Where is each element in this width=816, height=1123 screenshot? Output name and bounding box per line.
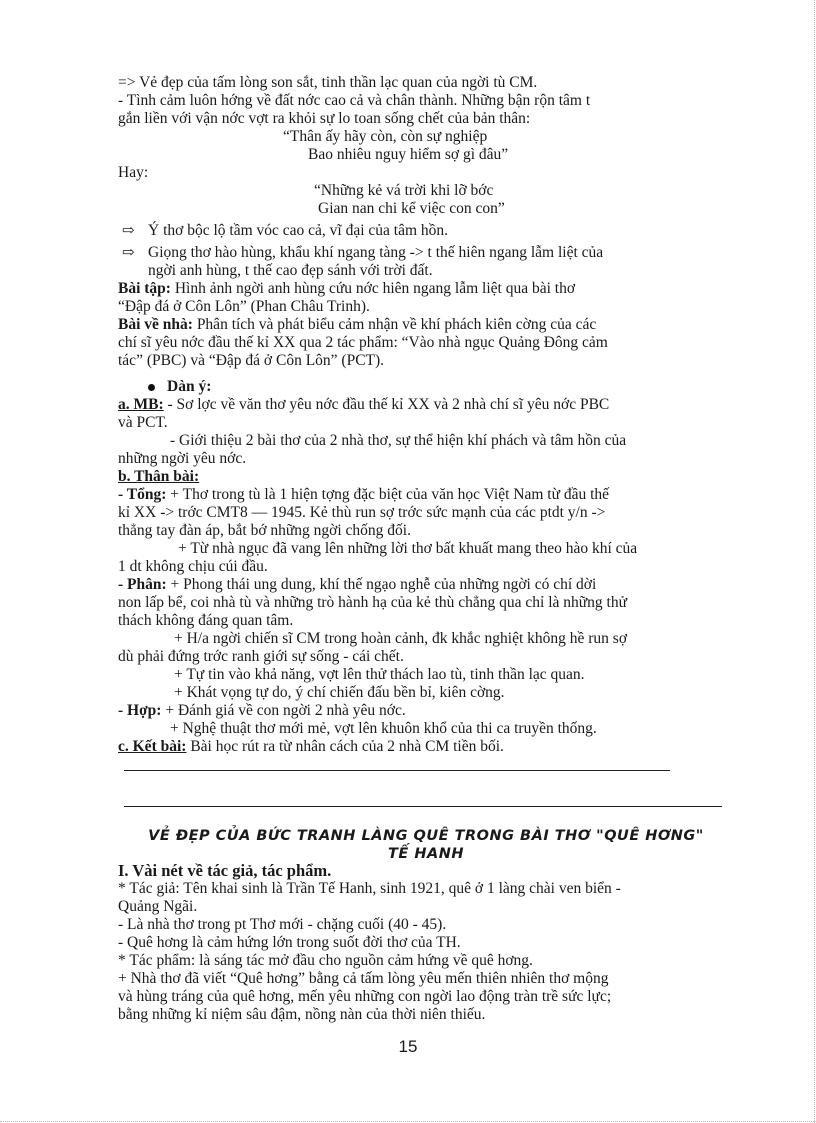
text-line: c. Kết bài: Bài học rút ra từ nhân cách của 2 nhà CM tiền bối. [118, 738, 504, 755]
text-line: - Tình cảm luôn hớng về đất nớc cao cả và chân thành. Những bận rộn tâm t [118, 92, 591, 109]
text-line: b. Thân bài: [118, 468, 200, 485]
text-line: chí sĩ yêu nớc đầu thế kỉ XX qua 2 tác phẩm: “Vào nhà ngục Quảng Đông cảm [118, 334, 608, 351]
text-line: + Tự tin vào khả năng, vợt lên thử thách lao tù, tinh thần lạc quan. [174, 666, 585, 683]
page-body [118, 74, 734, 756]
text-line: dù phải đứng trớc ranh giới sự sống - cái chết. [118, 648, 404, 665]
text-line: - Là nhà thơ trong pt Thơ mới - chặng cuối (40 - 45). [118, 916, 447, 933]
poem-line: Bao nhiêu nguy hiểm sợ gì đâu” [308, 146, 509, 163]
section-title-author: TẾ HANH [388, 846, 464, 862]
section-heading: I. Vài nét về tác giả, tác phẩm. [118, 861, 332, 880]
text-line: thẳng tay đàn áp, bắt bớ những ngời chống đối. [118, 522, 411, 539]
divider [124, 770, 670, 771]
page-edge [814, 0, 815, 1123]
text-line: Bài tập: Hình ảnh ngời anh hùng cứu nớc hiên ngang lẫm liệt qua bài thơ [118, 280, 576, 297]
text-line: và PCT. [118, 414, 168, 431]
arrow-icon: ⇨ [122, 245, 135, 261]
arrow-icon: ⇨ [122, 223, 135, 239]
text-line: * Tác phẩm: là sáng tác mở đầu cho nguồn cảm hứng về quê hơng. [118, 952, 533, 969]
text-line: gắn liền với vận nớc vợt ra khỏi sự lo toan sống chết của bản thân: [118, 110, 531, 127]
text-line: thách không đáng quan tâm. [118, 612, 294, 629]
text-line: 1 dt không chịu cúi đầu. [118, 558, 268, 575]
text-line: non lấp bể, coi nhà tù và những trò hành hạ của kẻ thù chẳng qua chỉ là những thử [118, 594, 628, 611]
text-line: Bài về nhà: Phân tích và phát biểu cảm nhận về khí phách kiên cờng của các [118, 316, 597, 333]
page-edge [0, 1121, 816, 1122]
arrow-item: ⇨ Ý thơ bộc lộ tầm vóc cao cả, vĩ đại của tâm hồn. [122, 222, 449, 239]
text-line: + Nghệ thuật thơ mới mẻ, vợt lên khuôn khổ của thi ca truyền thống. [170, 720, 597, 737]
text-line: - Tổng: + Thơ trong tù là 1 hiện tợng đặc biệt của văn học Việt Nam từ đầu thế [118, 486, 610, 503]
text-line: + Từ nhà ngục đã vang lên những lời thơ bất khuất mang theo hào khí của [178, 540, 638, 557]
section-body [118, 862, 734, 1024]
bullet-icon [148, 384, 155, 391]
text-line: - Quê hơng là cảm hứng lớn trong suốt đời thơ của TH. [118, 934, 461, 951]
text-line: những ngời yêu nớc. [118, 450, 247, 467]
text-line: kỉ XX -> trớc CMT8 — 1945. Kẻ thù run sợ trớc sức mạnh của các ptdt y/n -> [118, 504, 606, 521]
text-line: tác” (PBC) và “Đập đá ở Côn Lôn” (PCT). [118, 352, 385, 369]
text-line: a. MB: - Sơ lợc về văn thơ yêu nớc đầu thế kỉ XX và 2 nhà chí sĩ yêu nớc PBC [118, 396, 610, 413]
text-line: “Đập đá ở Côn Lôn” (Phan Châu Trinh). [118, 298, 370, 315]
text-line: bằng những kỉ niệm sâu đậm, nồng nàn của thời niên thiếu. [118, 1006, 486, 1023]
text-line: ngời anh hùng, t thế cao đẹp sánh với trời đất. [148, 262, 433, 279]
outline-heading: Dàn ý: [118, 378, 734, 396]
text-line: Hay: [118, 164, 149, 181]
text-line: * Tác giả: Tên khai sinh là Trần Tế Hanh, sinh 1921, quê ở 1 làng chài ven biển - [118, 880, 621, 897]
poem-line: Gian nan chi kể việc con con” [318, 200, 505, 217]
poem-line: “Thân ấy hãy còn, còn sự nghiệp [283, 128, 488, 145]
poem-line: “Những kẻ vá trời khi lỡ bớc [314, 182, 494, 199]
divider [124, 806, 722, 807]
text-line: - Giới thiệu 2 bài thơ của 2 nhà thơ, sự thể hiện khí phách và tâm hồn của [170, 432, 627, 449]
page-number: 15 [398, 1037, 418, 1056]
text-line: + H/a ngời chiến sĩ CM trong hoàn cảnh, đk khắc nghiệt không hề run sợ [174, 630, 628, 647]
text-line: và hùng tráng của quê hơng, mến yêu những con ngời lao động tràn trề sức lực; [118, 988, 612, 1005]
text-line: - Phân: + Phong thái ung dung, khí thế ngạo nghễ của những ngời có chí dời [118, 576, 597, 593]
text-line: + Nhà thơ đã viết “Quê hơng” bằng cả tấm lòng yêu mến thiên nhiên thơ mộng [118, 970, 609, 987]
text-line: - Hợp: + Đánh giá về con ngời 2 nhà yêu nớc. [118, 702, 406, 719]
text-line: => Vẻ đẹp của tấm lòng son sắt, tinh thần lạc quan của ngời tù CM. [118, 74, 538, 91]
text-line: + Khát vọng tự do, ý chí chiến đấu bền bỉ, kiên cờng. [174, 684, 505, 701]
arrow-item: ⇨ Giọng thơ hào hùng, khẩu khí ngang tàng -> t thế hiên ngang lẫm liệt của [122, 244, 604, 261]
section-title: VẺ ĐẸP CỦA BỨC TRANH LÀNG QUÊ TRONG BÀI THƠ "QUÊ HƠNG" [148, 828, 704, 844]
text-line: Quảng Ngãi. [118, 898, 198, 915]
